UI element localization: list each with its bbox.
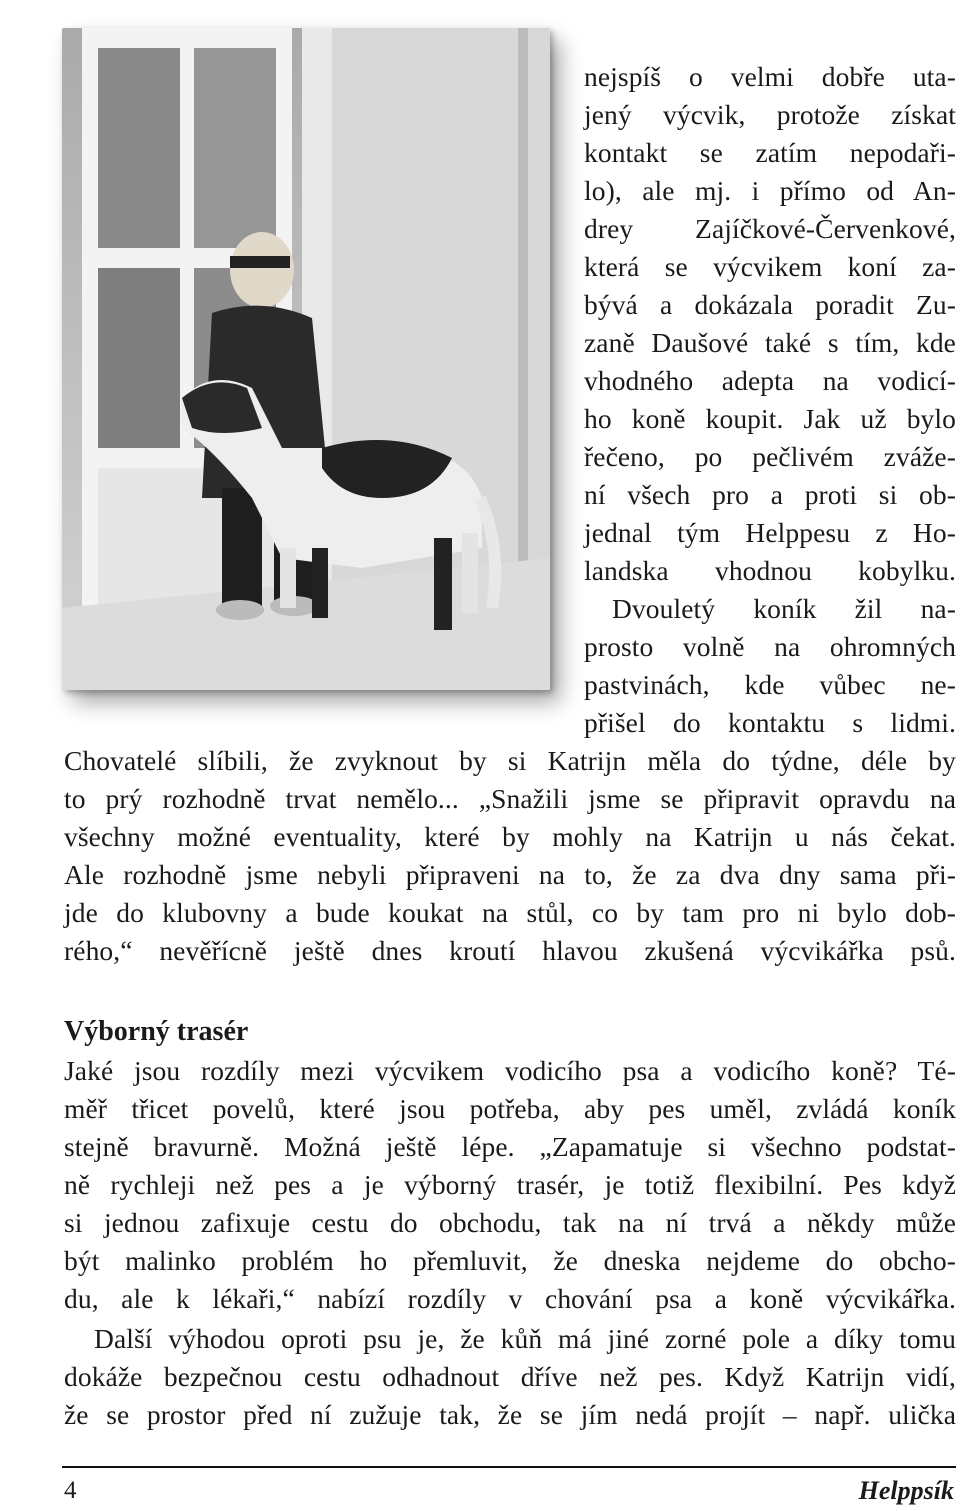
text-line: přišel do kontaktu s lidmi. <box>584 707 956 738</box>
photo-pipe <box>518 28 528 588</box>
text-line: všechny možné eventuality, které by mohly na Katrijn u nás čekat. <box>64 821 956 852</box>
text-line: lo), ale mj. i přímo od An- <box>584 175 956 206</box>
text-line: drey Zajíčkové-Červenkové, <box>584 213 956 244</box>
text-line: zaně Daušové také s tím, kde <box>584 327 956 358</box>
text-line: landska vhodnou kobylku. <box>584 555 956 586</box>
text-line: du, ale k lékaři,“ nabízí rozdíly v chování psa a koně výcvikářka. <box>64 1283 956 1314</box>
photo-person-glasses <box>230 256 290 268</box>
text-line: měř třicet povelů, které jsou potřeba, aby pes uměl, zvládá koník <box>64 1093 956 1124</box>
photo-pony-leg-4 <box>462 533 478 613</box>
text-line: si jednou zafixuje cestu do obchodu, tak na ní trvá a někdy může <box>64 1207 956 1238</box>
text-line: Dvouletý koník žil na- <box>612 593 956 624</box>
photo-pony-leg-3 <box>434 538 452 630</box>
text-line: Jaké jsou rozdíly mezi výcvikem vodicího psa a vodicího koně? Té- <box>64 1055 956 1086</box>
photo-glass-1 <box>98 48 180 248</box>
photo-pony-leg-2 <box>312 548 328 618</box>
text-line: být malinko problém ho přemluvit, že dneska nejdeme do obcho- <box>64 1245 956 1276</box>
text-line: vhodného adepta na vodicí- <box>584 365 956 396</box>
text-line: ní všech pro a proti si ob- <box>584 479 956 510</box>
text-line: jde do klubovny a bude koukat na stůl, co by tam pro ni bylo dob- <box>64 897 956 928</box>
photo-glass-3 <box>98 268 180 448</box>
text-line: prosto volně na ohromných <box>584 631 956 662</box>
article-photo <box>62 28 550 690</box>
text-line: kontakt se zatím nepodaři- <box>584 137 956 168</box>
photo-pony-leg-1 <box>280 548 296 608</box>
photo-person-shoe-left <box>216 600 264 620</box>
text-line: ně rychleji než pes a je výborný trasér, je totiž flexibilní. Pes když <box>64 1169 956 1200</box>
text-line: stejně bravurně. Možná ještě lépe. „Zapamatuje si všechno podstat- <box>64 1131 956 1162</box>
text-line: která se výcvikem koní za- <box>584 251 956 282</box>
publication-name: Helppsík <box>858 1476 954 1505</box>
section-heading: Výborný trasér <box>64 1016 249 1047</box>
text-line: bývá a dokázala poradit Zu- <box>584 289 956 320</box>
text-line: dokáže bezpečnou cestu odhadnout dříve než pes. Když Katrijn vidí, <box>64 1361 956 1392</box>
text-line: jednal tým Helppesu z Ho- <box>584 517 956 548</box>
footer-rule <box>62 1466 956 1468</box>
text-line: rého,“ nevěřícně ještě dnes kroutí hlavou zkušená výcvikářka psů. <box>64 935 956 966</box>
page-number: 4 <box>64 1477 77 1504</box>
text-line: ho koně koupit. Jak už bylo <box>584 403 956 434</box>
text-line: že se prostor před ní zužuje tak, že se jím nedá projít – např. ulička <box>64 1399 956 1430</box>
text-line: pastvinách, kde vůbec ne- <box>584 669 956 700</box>
text-line: nejspíš o velmi dobře uta- <box>584 61 956 92</box>
text-line: jený výcvik, protože získat <box>584 99 956 130</box>
text-line: Ale rozhodně jsme nebyli připraveni na to, že za dva dny sama při- <box>64 859 956 890</box>
photo-glass-2 <box>194 48 276 248</box>
text-line: Chovatelé slíbili, že zvyknout by si Katrijn měla do týdne, déle by <box>64 745 956 776</box>
photo-illustration <box>62 28 550 690</box>
text-line: to prý rozhodně trvat nemělo... „Snažili jsme se připravit opravdu na <box>64 783 956 814</box>
photo-person-head <box>230 232 294 308</box>
text-line: řečeno, po pečlivém zváže- <box>584 441 956 472</box>
text-line: Další výhodou oproti psu je, že kůň má jiné zorné pole a díky tomu <box>94 1323 956 1354</box>
